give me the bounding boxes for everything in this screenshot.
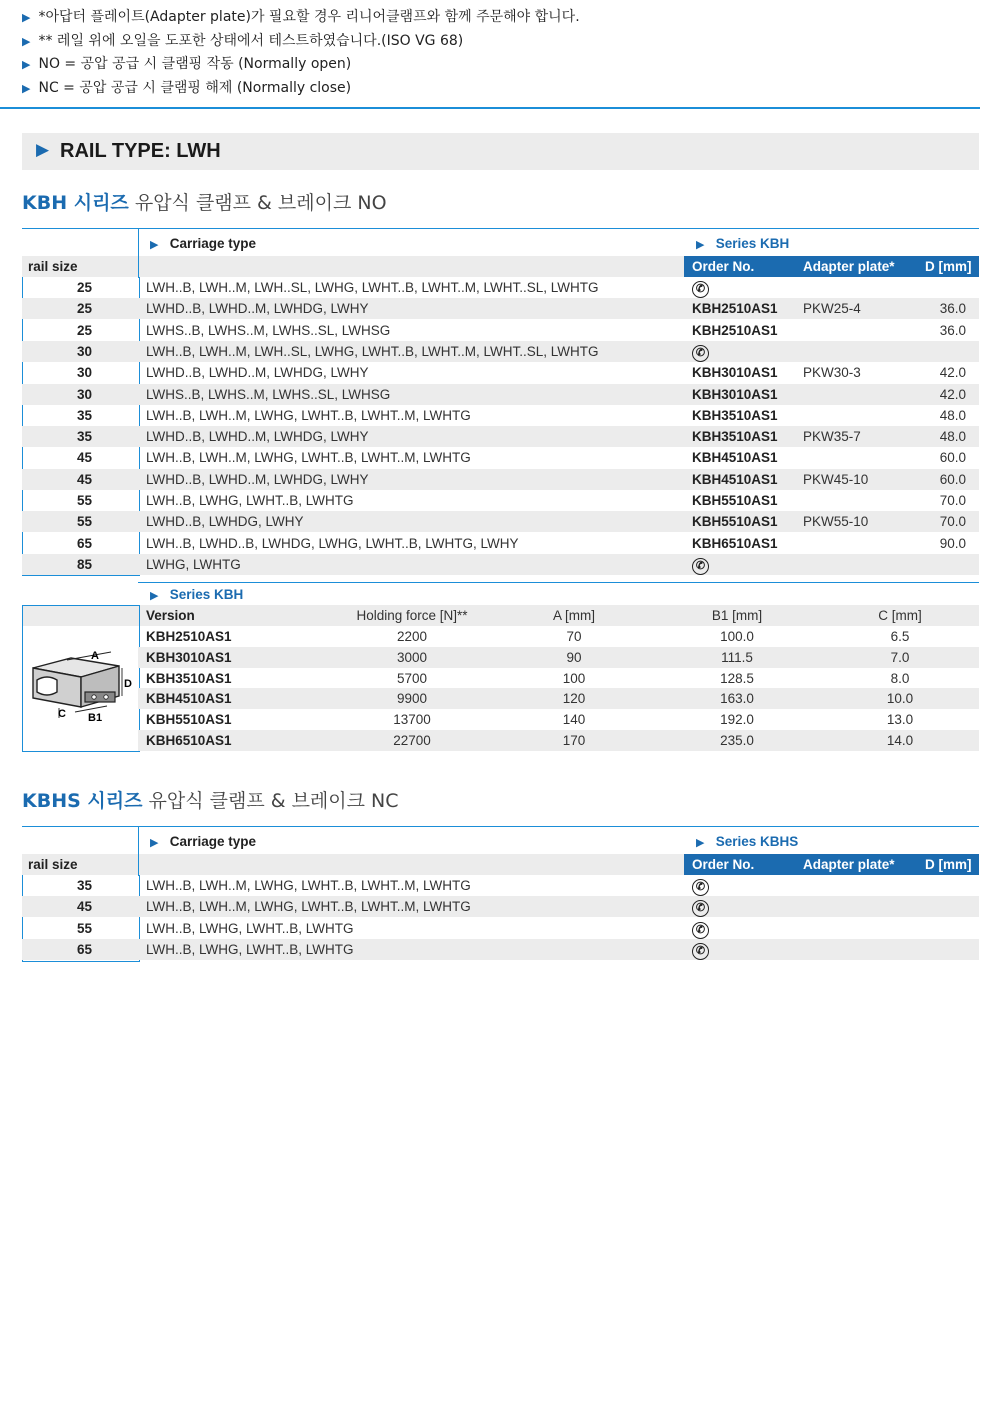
carriage-type-cell: LWH..B, LWHD..B, LWHDG, LWHG, LWHT..B, LWHTG, LWHY bbox=[146, 535, 519, 551]
rail-size-cell: 25 bbox=[76, 301, 92, 317]
holding-force-cell: 3000 bbox=[396, 649, 428, 665]
bullet-triangle-icon: ▶ bbox=[22, 81, 31, 95]
series-header: ▶ Series KBHS bbox=[696, 834, 799, 849]
series-header: ▶ Series KBH bbox=[696, 236, 790, 251]
table-row bbox=[22, 426, 979, 447]
rail-size-cell: 30 bbox=[76, 365, 92, 381]
d-value-cell: 60.0 bbox=[939, 450, 966, 466]
adapter-plate-cell: PKW30-3 bbox=[803, 365, 861, 381]
order-no-cell: KBH3510AS1 bbox=[692, 429, 778, 445]
kbh-title-rest: 유압식 클램프 & 브레이크 NO bbox=[128, 192, 387, 214]
bullet-triangle-icon: ▶ bbox=[22, 11, 31, 24]
table-row bbox=[22, 896, 979, 917]
table-row bbox=[22, 277, 979, 298]
d-header: D [mm] bbox=[925, 259, 972, 274]
rail-size-cell: 45 bbox=[76, 450, 92, 466]
banner-title: RAIL TYPE: LWH bbox=[60, 140, 221, 162]
rail-size-header: rail size bbox=[28, 857, 78, 872]
order-no-cell: KBH5510AS1 bbox=[692, 514, 778, 530]
carriage-type-cell: LWH..B, LWHG, LWHT..B, LWHTG bbox=[146, 920, 354, 936]
rail-size-header: rail size bbox=[28, 259, 78, 274]
a-value-cell: 120 bbox=[562, 691, 586, 707]
rail-size-cell: 45 bbox=[76, 471, 92, 487]
phone-glyph: ✆ bbox=[692, 943, 709, 960]
c-value-cell: 13.0 bbox=[886, 712, 914, 728]
carriage-type-cell: LWH..B, LWHG, LWHT..B, LWHTG bbox=[146, 493, 354, 508]
kbhs-title-rest: 유압식 클램프 & 브레이크 NC bbox=[142, 790, 399, 812]
rail-size-cell: 55 bbox=[76, 920, 92, 936]
c-value-cell: 10.0 bbox=[886, 691, 914, 707]
phone-icon bbox=[692, 277, 709, 298]
version-cell: KBH2510AS1 bbox=[146, 629, 232, 644]
order-no-cell: KBH6510AS1 bbox=[692, 535, 778, 551]
d-value-cell: 48.0 bbox=[939, 429, 966, 445]
phone-glyph: ✆ bbox=[692, 922, 709, 939]
rail-size-cell: 85 bbox=[76, 556, 92, 572]
section-banner bbox=[22, 133, 979, 170]
b1-value-cell: 111.5 bbox=[721, 649, 753, 665]
carriage-type-cell: LWHS..B, LWHS..M, LWHS..SL, LWHSG bbox=[146, 322, 391, 338]
b1-header: B1 [mm] bbox=[711, 608, 763, 623]
rail-size-cell: 55 bbox=[76, 514, 92, 530]
header-triangle-icon: ▶ bbox=[696, 239, 705, 251]
table-row bbox=[22, 384, 979, 405]
d-value-cell: 42.0 bbox=[939, 365, 966, 381]
a-value-cell: 90 bbox=[566, 649, 582, 665]
phone-icon bbox=[692, 939, 709, 960]
d-value-cell: 36.0 bbox=[939, 301, 966, 317]
holding-force-header: Holding force [N]** bbox=[356, 608, 468, 623]
kbh-order-table bbox=[22, 228, 979, 584]
rail-column-top bbox=[22, 826, 139, 876]
table-row bbox=[22, 490, 979, 511]
phone-icon bbox=[692, 896, 709, 917]
d-value-cell: 36.0 bbox=[939, 322, 966, 338]
note-item bbox=[22, 53, 580, 77]
adapter-plate-cell: PKW25-4 bbox=[803, 301, 861, 317]
notes-list bbox=[22, 6, 580, 100]
table-row bbox=[22, 875, 979, 896]
carriage-type-cell: LWH..B, LWH..M, LWHG, LWHT..B, LWHT..M, LWHTG bbox=[146, 878, 471, 893]
d-value-cell: 42.0 bbox=[939, 386, 966, 402]
table-row bbox=[22, 341, 979, 362]
carriage-type-cell: LWH..B, LWH..M, LWHG, LWHT..B, LWHT..M, LWHTG bbox=[146, 450, 471, 466]
version-header: Version bbox=[146, 608, 195, 623]
c-value-cell: 8.0 bbox=[890, 670, 910, 686]
version-header-row bbox=[22, 605, 979, 626]
version-cell: KBH3510AS1 bbox=[146, 670, 232, 686]
dim-label-d: D bbox=[124, 678, 132, 690]
table-row bbox=[22, 298, 979, 319]
table-row bbox=[22, 533, 979, 554]
d-header: D [mm] bbox=[925, 857, 972, 872]
table-top-rule bbox=[138, 826, 979, 827]
order-no-cell: KBH3010AS1 bbox=[692, 365, 778, 381]
a-value-cell: 70 bbox=[566, 629, 582, 644]
b1-value-cell: 128.5 bbox=[720, 670, 754, 686]
a-value-cell: 100 bbox=[562, 670, 586, 686]
adapter-plate-cell: PKW45-10 bbox=[803, 471, 869, 487]
carriage-type-cell: LWHD..B, LWHDG, LWHY bbox=[146, 514, 304, 530]
order-no-cell: KBH4510AS1 bbox=[692, 471, 778, 487]
table-top-rule bbox=[138, 228, 979, 229]
table-row bbox=[22, 405, 979, 426]
dim-label-a: A bbox=[91, 650, 99, 662]
d-value-cell bbox=[922, 277, 966, 298]
kbh-section-title bbox=[22, 188, 387, 215]
d-value-cell: 70.0 bbox=[939, 493, 966, 508]
d-value-cell: 48.0 bbox=[939, 407, 966, 423]
table-row bbox=[22, 554, 979, 575]
b1-value-cell: 163.0 bbox=[720, 691, 754, 707]
rail-size-cell: 35 bbox=[76, 878, 92, 893]
c-value-cell: 14.0 bbox=[886, 733, 914, 748]
divider bbox=[0, 107, 980, 109]
header-triangle-icon: ▶ bbox=[150, 837, 159, 849]
dim-label-b1: B1 bbox=[88, 712, 103, 724]
note-item bbox=[22, 30, 580, 54]
table-row bbox=[22, 362, 979, 383]
kbh-version-table bbox=[22, 584, 979, 754]
adapter-plate-cell: PKW35-7 bbox=[803, 429, 861, 445]
rail-size-cell: 65 bbox=[76, 535, 92, 551]
rail-size-cell: 45 bbox=[76, 899, 92, 915]
version-series-header: ▶ Series KBH bbox=[150, 587, 244, 602]
carriage-type-cell: LWHD..B, LWHD..M, LWHDG, LWHY bbox=[146, 471, 369, 487]
a-header: A [mm] bbox=[552, 608, 595, 623]
header-triangle-icon: ▶ bbox=[150, 239, 159, 251]
bullet-triangle-icon: ▶ bbox=[22, 34, 31, 48]
carriage-type-cell: LWHD..B, LWHD..M, LWHDG, LWHY bbox=[146, 429, 369, 445]
holding-force-cell: 5700 bbox=[396, 670, 428, 686]
kbhs-order-table bbox=[22, 826, 979, 966]
carriage-type-cell: LWH..B, LWH..M, LWHG, LWHT..B, LWHT..M, LWHTG bbox=[146, 407, 471, 423]
order-no-header: Order No. bbox=[692, 259, 755, 274]
phone-icon bbox=[692, 554, 709, 575]
b1-value-cell: 235.0 bbox=[720, 733, 754, 748]
version-row bbox=[138, 668, 979, 689]
kbhs-title-series: KBHS 시리즈 bbox=[22, 790, 143, 812]
order-no-cell: KBH5510AS1 bbox=[692, 493, 778, 508]
table-row bbox=[22, 320, 979, 341]
c-header: C [mm] bbox=[878, 608, 922, 623]
d-value-cell: 70.0 bbox=[939, 514, 966, 530]
carriage-type-cell: LWHD..B, LWHD..M, LWHDG, LWHY bbox=[146, 301, 369, 317]
carriage-type-cell: LWHG, LWHTG bbox=[146, 556, 241, 572]
version-cell: KBH3010AS1 bbox=[146, 649, 232, 665]
version-cell: KBH4510AS1 bbox=[146, 691, 232, 707]
order-header-bar bbox=[684, 256, 979, 277]
adapter-plate-header: Adapter plate* bbox=[803, 857, 895, 872]
order-no-cell: KBH4510AS1 bbox=[692, 450, 778, 466]
c-value-cell: 7.0 bbox=[890, 649, 910, 665]
holding-force-cell: 2200 bbox=[396, 629, 428, 644]
rail-size-cell: 35 bbox=[76, 407, 92, 423]
bullet-triangle-icon: ▶ bbox=[22, 58, 31, 71]
version-row bbox=[138, 730, 979, 751]
header-triangle-icon: ▶ bbox=[696, 837, 705, 849]
note-text: ** 레일 위에 오일을 도포한 상태에서 테스트하였습니다.(ISO VG 68) bbox=[38, 32, 464, 49]
clamp-block-drawing bbox=[33, 652, 122, 718]
note-text: *아답터 플레이트(Adapter plate)가 필요할 경우 리니어클램프와 함께 주문해야 합니다. bbox=[38, 9, 580, 25]
phone-glyph: ✆ bbox=[692, 879, 709, 896]
rail-size-cell: 25 bbox=[76, 280, 92, 295]
version-cell: KBH5510AS1 bbox=[146, 712, 232, 728]
holding-force-cell: 22700 bbox=[393, 733, 431, 748]
b1-value-cell: 192.0 bbox=[720, 712, 754, 728]
d-value-cell: 60.0 bbox=[939, 471, 966, 487]
order-no-cell: KBH2510AS1 bbox=[692, 301, 778, 317]
carriage-type-cell: LWHD..B, LWHD..M, LWHDG, LWHY bbox=[146, 365, 369, 381]
phone-glyph: ✆ bbox=[692, 900, 709, 917]
note-text: NC = 공압 공급 시 클램핑 해제 (Normally close) bbox=[38, 79, 352, 96]
order-no-cell: KBH3010AS1 bbox=[692, 386, 778, 402]
phone-glyph: ✆ bbox=[692, 345, 709, 362]
phone-icon bbox=[692, 341, 709, 362]
rail-size-cell: 30 bbox=[76, 343, 92, 359]
table-row bbox=[22, 447, 979, 468]
rail-size-cell: 65 bbox=[76, 941, 92, 957]
order-header-bar bbox=[684, 854, 979, 875]
order-no-cell: KBH3510AS1 bbox=[692, 407, 778, 423]
d-value-cell bbox=[922, 554, 966, 575]
phone-glyph: ✆ bbox=[692, 558, 709, 575]
table-row bbox=[22, 939, 979, 960]
kbhs-section-title bbox=[22, 786, 399, 813]
adapter-plate-header: Adapter plate* bbox=[803, 259, 895, 274]
rail-size-cell: 30 bbox=[76, 386, 92, 402]
holding-force-cell: 13700 bbox=[393, 712, 431, 728]
rail-size-cell: 25 bbox=[76, 322, 92, 338]
diagram-box bbox=[22, 605, 140, 752]
carriage-type-cell: LWH..B, LWH..M, LWHG, LWHT..B, LWHT..M, LWHTG bbox=[146, 899, 471, 915]
d-value-cell: 90.0 bbox=[939, 535, 966, 551]
version-row bbox=[138, 647, 979, 668]
version-row bbox=[138, 709, 979, 730]
clamp-diagram bbox=[23, 606, 139, 751]
phone-icon bbox=[692, 875, 709, 896]
b1-value-cell: 100.0 bbox=[720, 629, 754, 644]
version-row bbox=[138, 626, 979, 647]
table-row bbox=[22, 511, 979, 532]
carriage-type-header: ▶ Carriage type bbox=[150, 236, 257, 251]
version-row bbox=[138, 688, 979, 709]
rail-size-cell: 35 bbox=[76, 429, 92, 445]
table-row bbox=[22, 918, 979, 939]
table-row bbox=[22, 469, 979, 490]
banner-triangle-icon: ▶ bbox=[36, 140, 50, 160]
kbh-title-series: KBH 시리즈 bbox=[22, 192, 129, 214]
d-value-cell bbox=[922, 341, 966, 362]
phone-glyph: ✆ bbox=[692, 281, 709, 298]
note-item bbox=[22, 6, 580, 30]
carriage-type-cell: LWHS..B, LWHS..M, LWHS..SL, LWHSG bbox=[146, 386, 391, 402]
carriage-type-cell: LWH..B, LWH..M, LWH..SL, LWHG, LWHT..B, LWHT..M, LWHT..SL, LWHTG bbox=[146, 280, 599, 295]
a-value-cell: 140 bbox=[562, 712, 586, 728]
dim-label-c: C bbox=[58, 708, 66, 720]
adapter-plate-cell: PKW55-10 bbox=[803, 514, 869, 530]
note-text: NO = 공압 공급 시 클램핑 작동 (Normally open) bbox=[38, 56, 352, 72]
header-triangle-icon: ▶ bbox=[150, 590, 159, 602]
rail-size-cell: 55 bbox=[76, 493, 92, 508]
note-item bbox=[22, 77, 580, 101]
c-value-cell: 6.5 bbox=[890, 629, 910, 644]
holding-force-cell: 9900 bbox=[396, 691, 428, 707]
a-value-cell: 170 bbox=[562, 733, 586, 748]
carriage-type-cell: LWH..B, LWH..M, LWH..SL, LWHG, LWHT..B, LWHT..M, LWHT..SL, LWHTG bbox=[146, 343, 599, 359]
order-no-header: Order No. bbox=[692, 857, 755, 872]
order-no-cell: KBH2510AS1 bbox=[692, 322, 778, 338]
carriage-type-cell: LWH..B, LWHG, LWHT..B, LWHTG bbox=[146, 941, 354, 957]
rail-column-top bbox=[22, 228, 139, 278]
table-bottom-rule bbox=[138, 582, 979, 583]
carriage-type-header: ▶ Carriage type bbox=[150, 834, 257, 849]
phone-icon bbox=[692, 918, 709, 939]
version-cell: KBH6510AS1 bbox=[146, 733, 232, 748]
